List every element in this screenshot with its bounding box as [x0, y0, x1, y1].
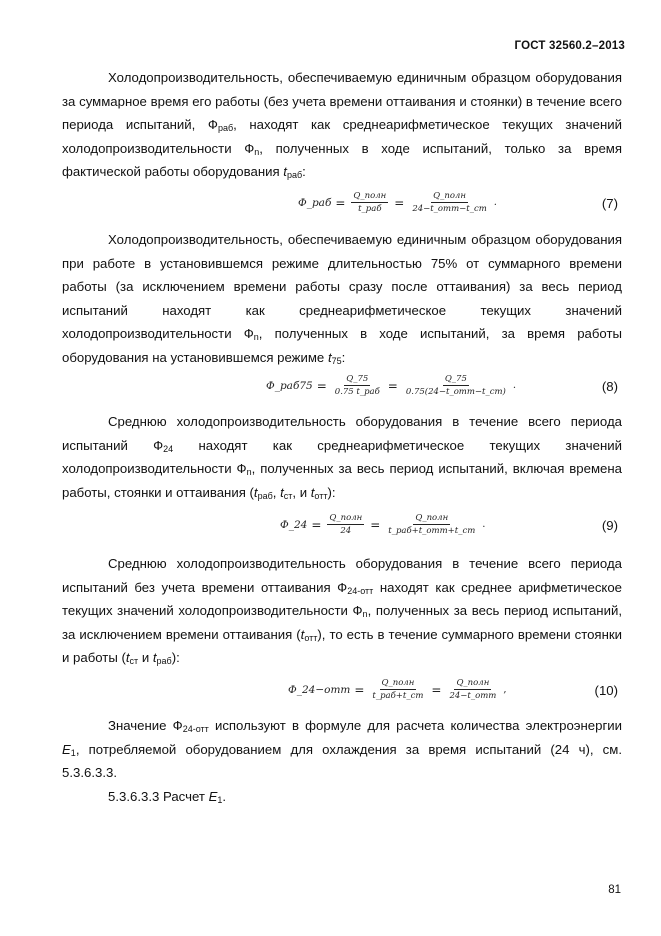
page-number: 81	[608, 884, 621, 896]
section-heading-e1-calculation: 5.3.6.3.3 Расчет $E_1$.	[108, 789, 227, 805]
paragraph-cooling-capacity-work: Холодопроизводительность, обеспечиваемую единичным образцом оборудования за суммарное время его работы (без учета времени оттаивания и стоянки) в течение всего периода испытаний, $Ф_{раб}$, находят как среднеарифметическое текущих значений холодопроизводительности $Ф_n$, полученных в ходе испытаний, только за время фактической работы оборудования $t_{раб}$:	[62, 70, 622, 181]
paragraph-average-cooling-capacity: Среднюю холодопроизводительность оборудования в течение всего периода испытаний $Ф_{24}$ находят как среднеарифметическое текущих значений холодопроизводительности $Ф_n$, полученных за весь период испытаний, включая времена работы, стоянки и оттаивания ($t_{раб}$, $t_{ст}$, и $t_{отт}$):	[62, 414, 622, 501]
formula-number: (10)	[594, 683, 618, 698]
formula-number: (8)	[601, 379, 618, 394]
paragraph-cooling-capacity-steady: Холодопроизводительность, обеспечиваемую единичным образцом оборудования при работе в установившемся режиме длительностью 75% от суммарного времени работы (за исключением времени работы сразу после оттаивания) за весь период испытаний находят как среднеарифметическое текущих значений холодопроизводительности $Ф_n$, полученных в ходе испытаний, за время работы оборудования на установившемся режиме $t_{75}$:	[62, 232, 622, 366]
formula-8: Ф_раб75 = $\frac{Q\_75}{\text{0.75 t\_раб}}$ = $\frac{Q\_75}{\text{0.75(24−t\_отт−t\_ст)}}$ . (8)	[266, 374, 618, 397]
paragraph-average-without-defrost: Среднюю холодопроизводительность оборудования в течение всего периода испытаний без учета времени оттаивания $Ф_{24-отт}$ находят как среднее арифметическое текущих значений холодопроизводительности $Ф_n$, полученных за весь период испытаний, за исключением времени оттаивания $(t_{отт})$, то есть в течение суммарного времени стоянки и работы ($t_{ст}$ и $t_{раб}$):	[62, 556, 622, 667]
formula-number: (9)	[601, 518, 618, 533]
formula-number: (7)	[601, 196, 618, 211]
paragraph-value-usage: Значение $Ф_{24-отт}$ используют в формуле для расчета количества электроэнергии $E_1$, потребляемой оборудованием для охлаждения за время испытаний (24 ч), см. 5.3.6.3.3.	[62, 718, 623, 781]
document-header: ГОСТ 32560.2–2013	[514, 40, 625, 52]
formula-9: Ф_24 = $\frac{\text{Q\_полн}}{24}$ = $\frac{\text{Q\_полн}}{\text{t\_раб+t\_отт+t\_ст}}$ . (9)	[280, 513, 618, 536]
formula-7: Ф_раб = $\frac{\text{Q\_полн}}{\text{t\_раб}}$ = $\frac{\text{Q\_полн}}{\text{24−t\_отт−t\_ст}}$ . (7)	[298, 191, 618, 214]
formula-10: Ф_24−отт = $\frac{\text{Q\_полн}}{\text{t\_раб+t\_ст}}$ = $\frac{\text{Q\_полн}}{\text{24−t\_отт}}$ , (10)	[288, 678, 618, 701]
